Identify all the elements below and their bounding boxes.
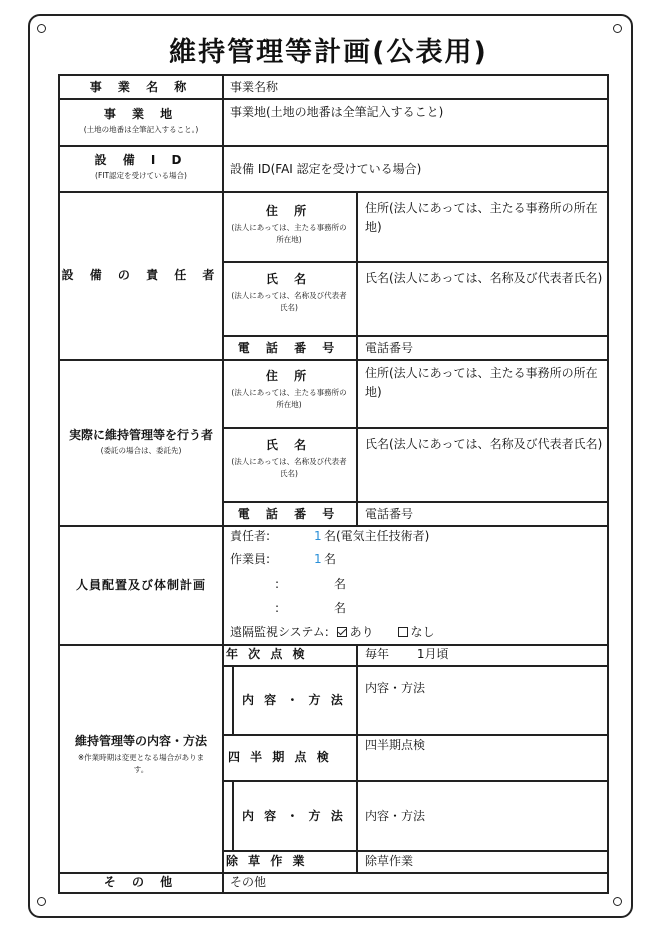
remote-monitoring-row: 遠隔監視システム: あり なし xyxy=(230,625,435,639)
operator-address-note: (法人にあっては、主たる事務所の所在地) xyxy=(231,388,347,409)
business-site-label: 事 業 地 xyxy=(103,107,179,121)
mounting-hole-icon xyxy=(37,897,46,906)
plan-table xyxy=(58,74,609,894)
maintenance-label: 維持管理等の内容・方法 xyxy=(74,734,207,748)
manager-address-value: 住所(法人にあっては、主たる事務所の所在地) xyxy=(365,201,598,234)
equipment-id-value: 設備 ID(FAI 認定を受けている場合) xyxy=(230,162,422,176)
manager-name-value: 氏名(法人にあっては、名称及び代表者氏名) xyxy=(365,271,603,285)
operator-name-note: (法人にあっては、名称及び代表者氏名) xyxy=(231,457,347,478)
operator-address-value: 住所(法人にあっては、主たる事務所の所在地) xyxy=(365,366,598,399)
staffing-label: 人員配置及び体制計画 xyxy=(75,578,206,592)
operator-name-value: 氏名(法人にあっては、名称及び代表者氏名) xyxy=(365,437,603,451)
operator-address-label: 住 所 xyxy=(265,369,313,383)
manager-name-note: (法人にあっては、名称及び代表者氏名) xyxy=(231,291,347,312)
annual-inspection-label: 年 次 点 検 xyxy=(226,647,308,661)
equipment-manager-label: 設 備 の 責 任 者 xyxy=(61,268,221,282)
staff-line-chief: 責任者: 1 名(電気主任技術者) xyxy=(230,529,430,543)
annual-inspection-value: 毎年 1月頃 xyxy=(365,647,449,661)
operator-name-label: 氏 名 xyxy=(265,438,313,452)
equipment-id-label: 設 備 I D xyxy=(94,153,188,167)
other-value: その他 xyxy=(230,875,267,889)
remote-yes-option[interactable]: あり xyxy=(337,625,374,639)
operator-note: (委託の場合は、委託先) xyxy=(100,446,182,455)
business-site-value: 事業地(土地の地番は全筆記入すること) xyxy=(230,105,444,119)
unchecked-box-icon[interactable] xyxy=(398,627,408,637)
maintenance-note: ※作業時期は変更となる場合があります。 xyxy=(77,753,205,774)
quarterly-method-label: 内 容 ・ 方 法 xyxy=(242,809,346,823)
operator-phone-value: 電話番号 xyxy=(365,507,414,521)
manager-name-label: 氏 名 xyxy=(265,272,313,286)
remote-no-option[interactable]: なし xyxy=(398,625,435,639)
checked-box-icon[interactable] xyxy=(337,627,347,637)
annual-method-value: 内容・方法 xyxy=(365,681,426,695)
staff-line-worker: 作業員: 1 名 xyxy=(230,552,337,566)
quarterly-method-value: 内容・方法 xyxy=(365,809,426,823)
manager-address-note: (法人にあっては、主たる事務所の所在地) xyxy=(231,223,347,244)
weeding-value: 除草作業 xyxy=(365,854,414,868)
operator-label: 実際に維持管理等を行う者 xyxy=(68,428,213,442)
manager-phone-value: 電話番号 xyxy=(365,341,414,355)
staff-line-blank-1: : 名 xyxy=(274,577,347,591)
mounting-hole-icon xyxy=(613,897,622,906)
operator-phone-label: 電 話 番 号 xyxy=(237,507,341,521)
quarterly-inspection-label: 四 半 期 点 検 xyxy=(228,750,332,764)
business-name-label: 事 業 名 称 xyxy=(89,80,193,94)
page-title: 維持管理等計画(公表用) xyxy=(169,37,488,68)
manager-phone-label: 電 話 番 号 xyxy=(237,341,341,355)
equipment-id-note: (FIT認定を受けている場合) xyxy=(95,171,187,180)
staff-line-blank-2: : 名 xyxy=(274,601,347,615)
manager-address-label: 住 所 xyxy=(265,204,313,218)
quarterly-inspection-value: 四半期点検 xyxy=(365,738,426,752)
business-name-value: 事業名称 xyxy=(230,80,279,94)
other-label: そ の 他 xyxy=(103,875,179,889)
business-site-note: (土地の地番は全筆記入すること。) xyxy=(83,125,199,134)
annual-method-label: 内 容 ・ 方 法 xyxy=(242,693,346,707)
weeding-label: 除 草 作 業 xyxy=(226,854,308,868)
